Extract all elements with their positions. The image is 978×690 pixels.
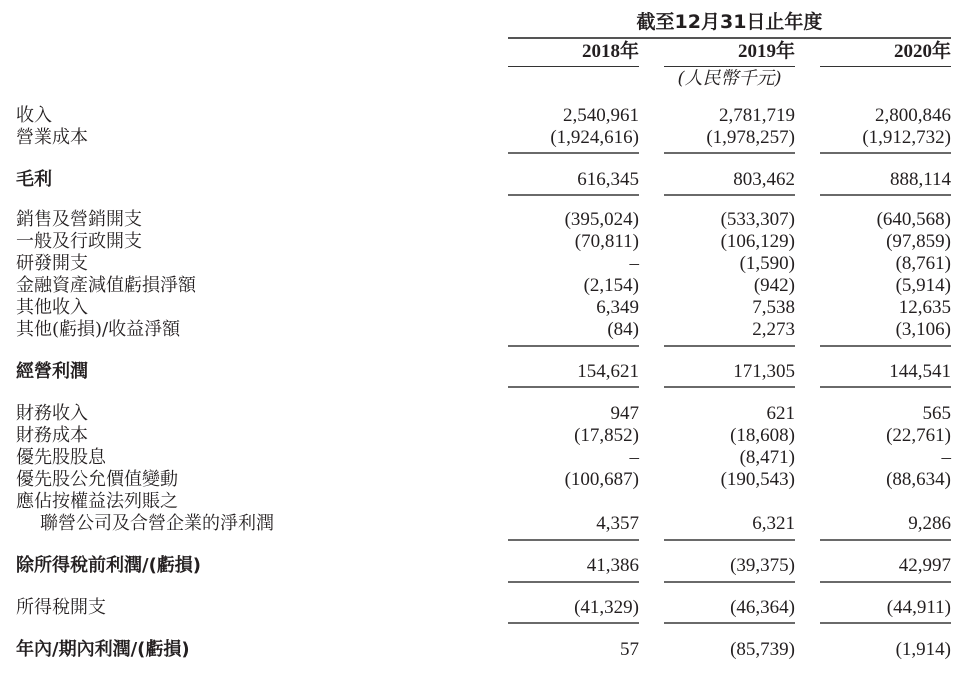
row-label: 優先股股息 — [16, 447, 106, 468]
cell-value: (8,471) — [739, 447, 795, 468]
cell-value: 2,781,719 — [719, 105, 795, 126]
row-label: 一般及行政開支 — [16, 231, 142, 252]
subtotal-rule — [820, 581, 951, 583]
cell-value: (100,687) — [564, 469, 639, 490]
subtotal-rule — [664, 539, 795, 541]
cell-value: (1,978,257) — [706, 127, 795, 148]
row-label: 營業成本 — [16, 127, 88, 148]
cell-value: (2,154) — [583, 275, 639, 296]
row-label: 聯營公司及合營企業的淨利潤 — [40, 513, 274, 534]
period-header: 截至12月31日止年度 — [636, 11, 823, 33]
cell-value: (22,761) — [886, 425, 951, 446]
cell-value: (1,914) — [895, 639, 951, 660]
row-label: 優先股公允價值變動 — [16, 469, 178, 490]
cell-value: – — [941, 447, 951, 468]
row-label: 其他(虧損)/收益淨額 — [16, 319, 181, 340]
cell-value: 171,305 — [733, 361, 795, 382]
cell-value: (395,024) — [564, 209, 639, 230]
cell-value: (97,859) — [886, 231, 951, 252]
cell-value: 2,273 — [752, 319, 795, 340]
cell-value: 6,349 — [596, 297, 639, 318]
row-label: 財務收入 — [16, 403, 88, 424]
cell-value: 12,635 — [898, 297, 951, 318]
row-label: 所得稅開支 — [16, 597, 106, 618]
subtotal-rule — [664, 194, 795, 196]
cell-value: (85,739) — [730, 639, 795, 660]
cell-value: (1,924,616) — [550, 127, 639, 148]
cell-value: 565 — [922, 403, 951, 424]
year-header-2018: 2018年 — [581, 41, 639, 62]
subtotal-rule — [820, 194, 951, 196]
cell-value: (70,811) — [574, 231, 639, 252]
row-label-operating-profit: 經營利潤 — [16, 361, 88, 382]
cell-value: (88,634) — [886, 469, 951, 490]
cell-value: 7,538 — [752, 297, 795, 318]
subtotal-rule — [820, 345, 951, 347]
year-rule — [508, 66, 639, 67]
cell-value: 144,541 — [889, 361, 951, 382]
cell-value: (8,761) — [895, 253, 951, 274]
cell-value: – — [629, 253, 639, 274]
cell-value: (942) — [753, 275, 795, 296]
cell-value: (533,307) — [720, 209, 795, 230]
cell-value: (44,911) — [886, 597, 951, 618]
subtotal-rule — [820, 539, 951, 541]
cell-value: 2,540,961 — [563, 105, 639, 126]
cell-value: (41,329) — [574, 597, 639, 618]
cell-value: 9,286 — [908, 513, 951, 534]
subtotal-rule — [664, 152, 795, 154]
cell-value: 42,997 — [898, 555, 951, 576]
cell-value: (39,375) — [730, 555, 795, 576]
subtotal-rule — [508, 581, 639, 583]
cell-value: 803,462 — [733, 169, 795, 190]
subtotal-rule — [664, 581, 795, 583]
unit-label: (人民幣千元) — [677, 68, 782, 89]
cell-value: 4,357 — [596, 513, 639, 534]
subtotal-rule — [820, 386, 951, 388]
subtotal-rule — [508, 152, 639, 154]
year-header-2019: 2019年 — [737, 41, 795, 62]
cell-value: (46,364) — [730, 597, 795, 618]
row-label: 應佔按權益法列賬之 — [16, 491, 178, 512]
cell-value: (1,590) — [739, 253, 795, 274]
cell-value: 947 — [610, 403, 639, 424]
year-rule — [820, 66, 951, 67]
subtotal-rule — [664, 386, 795, 388]
subtotal-rule — [820, 622, 951, 624]
row-label: 研發開支 — [16, 253, 88, 274]
row-label-gross-profit: 毛利 — [16, 169, 52, 190]
cell-value: 6,321 — [752, 513, 795, 534]
cell-value: 888,114 — [889, 169, 951, 190]
cell-value: 621 — [766, 403, 795, 424]
row-label-net-profit: 年內/期內利潤/(虧損) — [16, 639, 190, 660]
cell-value: (640,568) — [876, 209, 951, 230]
row-label: 銷售及營銷開支 — [16, 209, 142, 230]
cell-value: – — [629, 447, 639, 468]
cell-value: 57 — [620, 639, 639, 660]
cell-value: (17,852) — [574, 425, 639, 446]
subtotal-rule — [820, 152, 951, 154]
subtotal-rule — [664, 622, 795, 624]
cell-value: (18,608) — [730, 425, 795, 446]
subtotal-rule — [508, 345, 639, 347]
cell-value: (1,912,732) — [862, 127, 951, 148]
cell-value: (5,914) — [895, 275, 951, 296]
row-label: 收入 — [16, 105, 52, 126]
cell-value: (106,129) — [720, 231, 795, 252]
subtotal-rule — [664, 345, 795, 347]
cell-value: (3,106) — [895, 319, 951, 340]
subtotal-rule — [508, 622, 639, 624]
subtotal-rule — [508, 194, 639, 196]
header-rule — [508, 37, 951, 39]
cell-value: (190,543) — [720, 469, 795, 490]
row-label: 金融資產減值虧損淨額 — [16, 275, 196, 296]
cell-value: 616,345 — [577, 169, 639, 190]
subtotal-rule — [508, 386, 639, 388]
row-label: 財務成本 — [16, 425, 88, 446]
cell-value: 41,386 — [586, 555, 639, 576]
row-label: 其他收入 — [16, 297, 88, 318]
subtotal-rule — [508, 539, 639, 541]
year-header-2020: 2020年 — [893, 41, 951, 62]
cell-value: (84) — [607, 319, 639, 340]
row-label-profit-before-tax: 除所得稅前利潤/(虧損) — [16, 555, 202, 576]
cell-value: 154,621 — [577, 361, 639, 382]
cell-value: 2,800,846 — [875, 105, 951, 126]
